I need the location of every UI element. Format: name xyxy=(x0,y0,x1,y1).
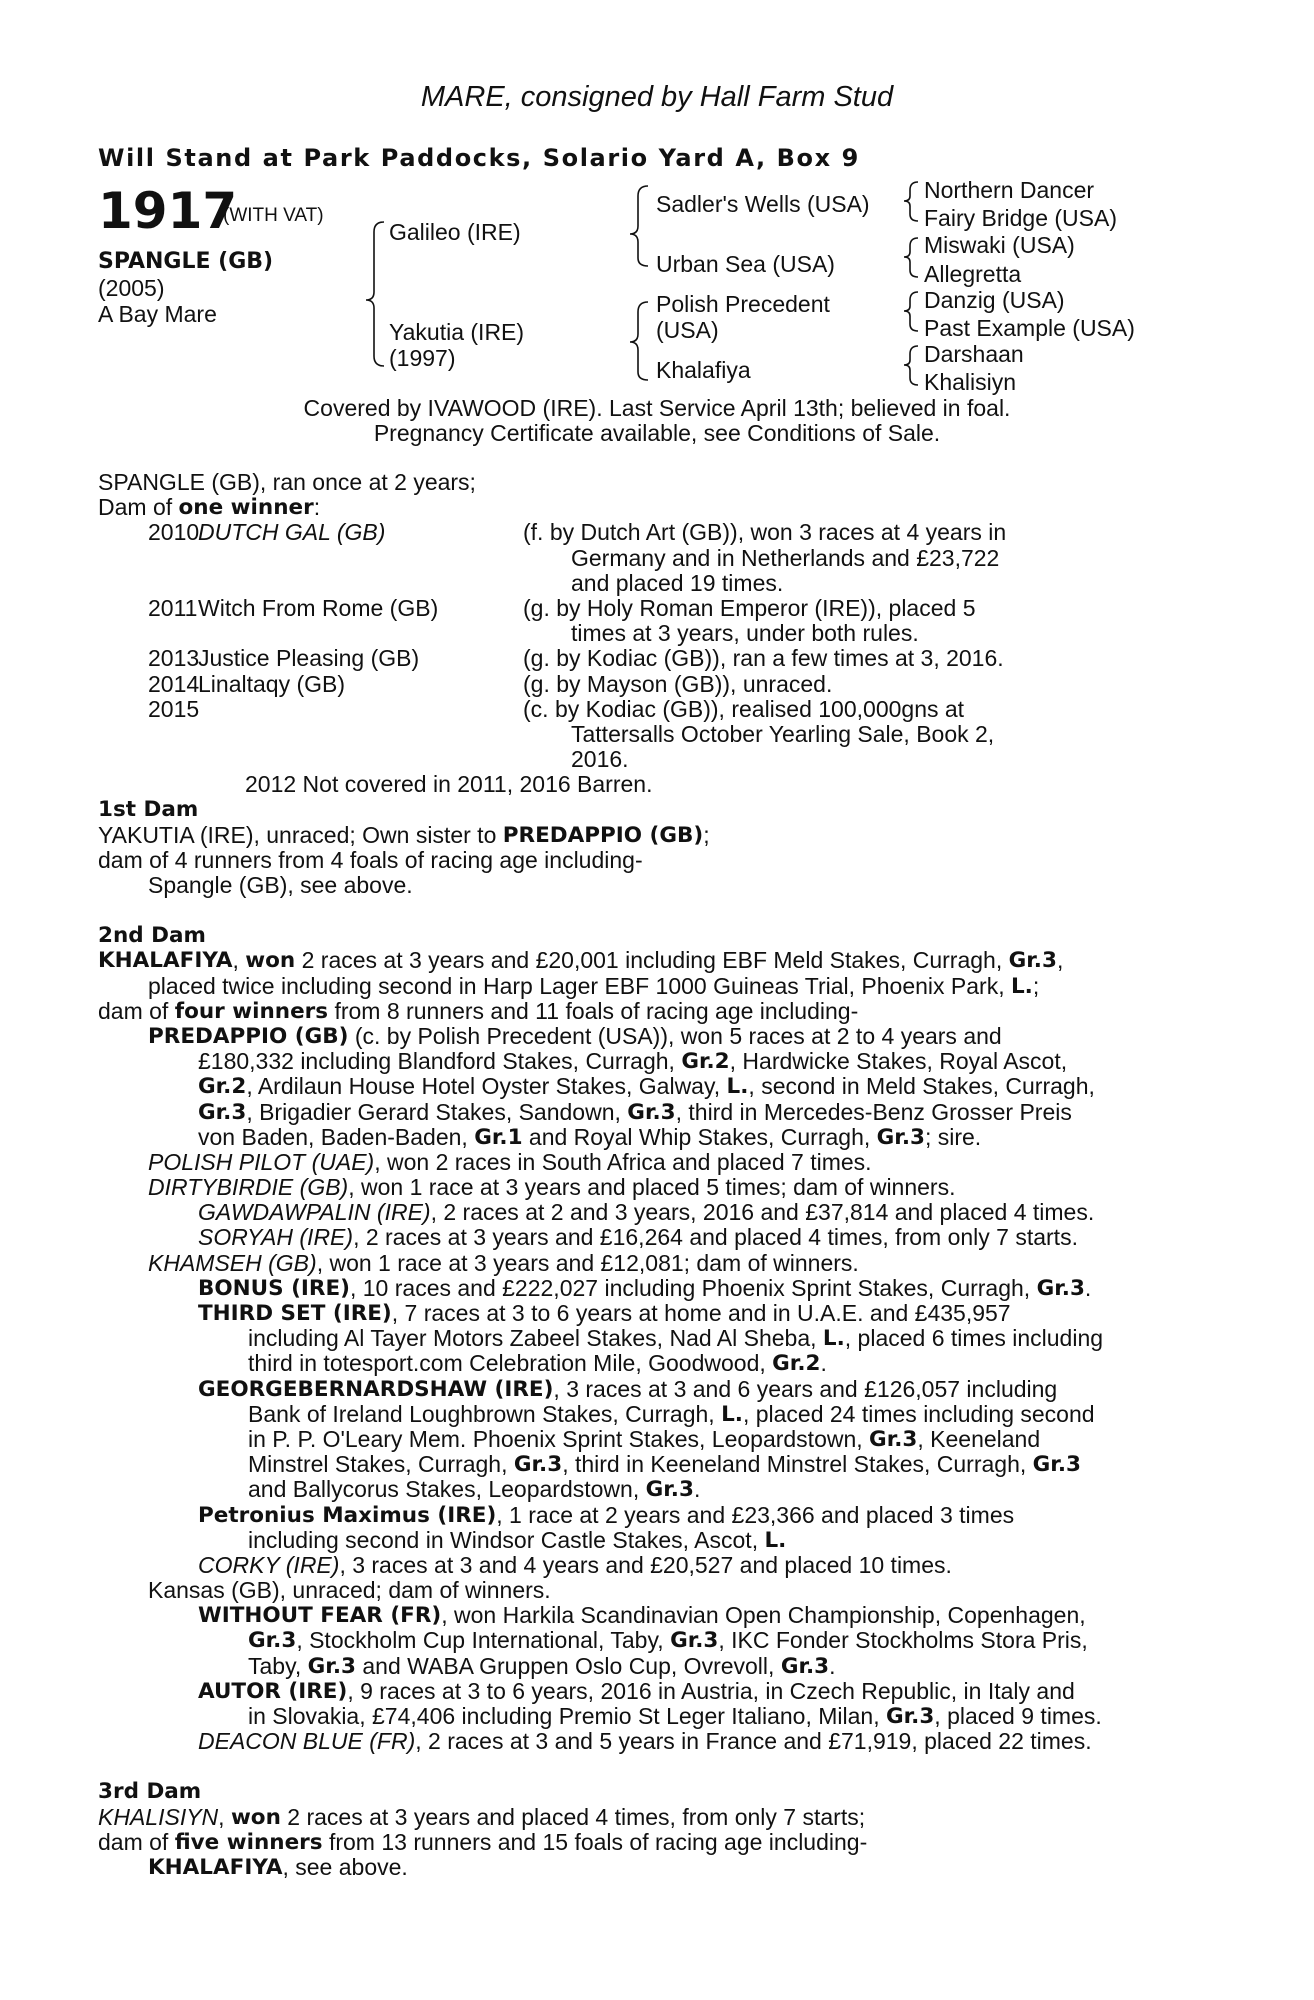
pedigree-dd-sire: Darshaan xyxy=(924,341,1024,367)
runner-line: Minstrel Stakes, Curragh, Gr.3 , third in Keeneland Minstrel Stakes, Curragh, Gr.3 xyxy=(248,1451,1081,1478)
pregnancy-note: Pregnancy Certificate available, see Conditions of Sale. xyxy=(373,420,941,446)
produce-row: 2013 Justice Pleasing (GB) (g. by Kodiac (GB)), ran a few times at 3, 2016. xyxy=(148,645,1004,672)
runner-georgebernardshaw: GEORGEBERNARDSHAW (IRE) , 3 races at 3 and 6 years and £126,057 including xyxy=(198,1375,1058,1402)
pedigree-sire-sire: Sadler's Wells (USA) xyxy=(656,191,870,217)
produce-row-cont: Germany and in Netherlands and £23,722 xyxy=(571,544,1000,571)
third-dam-line: KHALAFIYA , see above. xyxy=(148,1853,408,1880)
covering-note: Covered by IVAWOOD (IRE). Last Service April 13th; believed in foal. xyxy=(303,395,1011,421)
produce-row-cont: 2016. xyxy=(571,746,629,773)
third-dam-line: dam of five winners from 13 runners and 15 foals of racing age including- xyxy=(98,1828,868,1855)
first-dam-line: dam of 4 runners from 4 foals of racing age including- xyxy=(98,846,643,873)
pedigree-sd-sire: Miswaki (USA) xyxy=(924,232,1075,258)
horse-year: (2005) xyxy=(98,275,165,301)
runner-line: third in totesport.com Celebration Mile, Goodwood, Gr.2 . xyxy=(248,1350,827,1377)
runner-gawdawpalin: GAWDAWPALIN (IRE) , 2 races at 2 and 3 years, 2016 and £37,814 and placed 4 times. xyxy=(198,1199,1095,1226)
horse-name: SPANGLE (GB) xyxy=(98,249,274,274)
horse-description: A Bay Mare xyxy=(98,301,217,327)
pedigree-dam-dam: Khalafiya xyxy=(656,357,751,383)
runner-corky: CORKY (IRE) , 3 races at 3 and 4 years and £20,527 and placed 10 times. xyxy=(198,1551,952,1578)
pedigree-ds-sire: Danzig (USA) xyxy=(924,287,1065,313)
produce-intro-dam: Dam of one winner : xyxy=(98,494,321,521)
produce-note: 2012 Not covered in 2011, 2016 Barren. xyxy=(245,771,653,798)
runner-kansas: Kansas (GB), unraced; dam of winners. xyxy=(148,1577,551,1604)
runner-line: in Slovakia, £74,406 including Premio St Leger Italiano, Milan, Gr.3 , placed 9 times. xyxy=(248,1703,1102,1729)
runner-line: von Baden, Baden-Baden, Gr.1 and Royal Whip Stakes, Curragh, Gr.3 ; sire. xyxy=(198,1123,982,1150)
runner-polish-pilot: POLISH PILOT (UAE) , won 2 races in South Africa and placed 7 times. xyxy=(148,1148,872,1175)
spacer xyxy=(98,898,1208,923)
pedigree-sire: Galileo (IRE) xyxy=(389,219,521,245)
runner-autor: AUTOR (IRE) , 9 races at 3 to 6 years, 2016 in Austria, in Czech Republic, in Italy and xyxy=(198,1677,1075,1704)
pedigree-dd-dam: Khalisiyn xyxy=(924,369,1017,395)
produce-row-cont: Tattersalls October Yearling Sale, Book 2, xyxy=(571,720,995,747)
pedigree-ds-dam: Past Example (USA) xyxy=(924,315,1135,341)
runner-line: Taby, Gr.3 and WABA Gruppen Oslo Cup, Ovrevoll, Gr.3 . xyxy=(248,1652,836,1679)
runner-line: Gr.3 , Stockholm Cup International, Taby, Gr.3 , IKC Fonder Stockholms Stora Pris, xyxy=(248,1627,1088,1654)
pedigree-dam-sire: Polish Precedent xyxy=(656,291,830,317)
pedigree-dam-sire-suffix: (USA) xyxy=(656,317,719,343)
runner-without-fear: WITHOUT FEAR (FR) , won Harkila Scandinavian Open Championship, Copenhagen, xyxy=(198,1602,1086,1629)
spacer xyxy=(98,1754,1208,1779)
runner-deacon-blue: DEACON BLUE (FR) , 2 races at 3 and 5 years in France and £71,919, placed 22 times. xyxy=(198,1728,1092,1755)
first-dam-line: YAKUTIA (IRE), unraced; Own sister to PREDAPPIO (GB) ; xyxy=(98,821,710,848)
page-title: MARE, consigned by Hall Farm Stud xyxy=(420,81,894,113)
pedigree-dam-year: (1997) xyxy=(389,345,456,371)
second-dam-line: KHALAFIYA , won 2 races at 3 years and £20,001 including EBF Meld Stakes, Curragh, Gr.3 , xyxy=(98,947,1064,974)
pedigree-sire-dam: Urban Sea (USA) xyxy=(656,251,835,277)
first-dam-heading: 1st Dam xyxy=(98,797,199,823)
runner-petronius: Petronius Maximus (IRE) , 1 race at 2 years and £23,366 and placed 3 times xyxy=(198,1501,1015,1528)
second-dam-line: placed twice including second in Harp Lager EBF 1000 Guineas Trial, Phoenix Park, L. ; xyxy=(148,972,1040,999)
produce-row: 2010 DUTCH GAL (GB) (f. by Dutch Art (GB)), won 3 races at 4 years in xyxy=(148,519,1007,546)
produce-row: 2015 (c. by Kodiac (GB)), realised 100,000gns at xyxy=(148,695,965,722)
produce-row: 2011 Witch From Rome (GB) (g. by Holy Roman Emperor (IRE)), placed 5 xyxy=(148,594,976,621)
produce-intro: SPANGLE (GB), ran once at 2 years; xyxy=(98,469,476,495)
third-dam-line: KHALISIYN , won 2 races at 3 years and placed 4 times, from only 7 starts; xyxy=(98,1803,866,1830)
runner-line: Bank of Ireland Loughbrown Stakes, Curragh, L. , placed 24 times including second xyxy=(248,1400,1095,1427)
pedigree-ss-dam: Fairy Bridge (USA) xyxy=(924,205,1117,231)
runner-bonus: BONUS (IRE) , 10 races and £222,027 including Phoenix Sprint Stakes, Curragh, Gr.3 . xyxy=(198,1274,1092,1301)
second-dam-heading: 2nd Dam xyxy=(98,923,206,949)
runner-line: including Al Tayer Motors Zabeel Stakes, Nad Al Sheba, L. , placed 6 times including xyxy=(248,1325,1104,1352)
runner-dirtybirdie: DIRTYBIRDIE (GB) , won 1 race at 3 years and placed 5 times; dam of winners. xyxy=(148,1174,956,1201)
runner-khamseh: KHAMSEH (GB) , won 1 race at 3 years and £12,081; dam of winners. xyxy=(148,1249,859,1276)
runner-line: and Ballycorus Stakes, Leopardstown, Gr.3 . xyxy=(248,1476,701,1503)
runner-line: Gr.3 , Brigadier Gerard Stakes, Sandown, Gr.3 , third in Mercedes-Benz Grosser Preis xyxy=(198,1098,1072,1125)
first-dam-line: Spangle (GB), see above. xyxy=(148,872,413,898)
runner-third-set: THIRD SET (IRE) , 7 races at 3 to 6 years at home and in U.A.E. and £435,957 xyxy=(198,1300,1011,1326)
pedigree-dam: Yakutia (IRE) xyxy=(389,319,525,345)
second-dam-line: dam of four winners from 8 runners and 11 foals of racing age including- xyxy=(98,997,859,1024)
runner-soryah: SORYAH (IRE) , 2 races at 3 years and £16,264 and placed 4 times, from only 7 starts. xyxy=(198,1224,1078,1251)
lot-number: 1917 xyxy=(98,182,238,240)
runner-predappio: PREDAPPIO (GB) (c. by Polish Precedent (USA)), won 5 races at 2 to 4 years and xyxy=(148,1022,1002,1049)
pedigree-sd-dam: Allegretta xyxy=(924,261,1022,287)
produce-record xyxy=(98,470,1208,1880)
runner-line: in P. P. O'Leary Mem. Phoenix Sprint Stakes, Leopardstown, Gr.3 , Keeneland xyxy=(248,1425,1041,1452)
stand-location: Will Stand at Park Paddocks, Solario Yard A, Box 9 xyxy=(98,144,860,172)
vat-note: (WITH VAT) xyxy=(223,205,324,226)
third-dam-heading: 3rd Dam xyxy=(98,1779,202,1805)
pedigree-ss-sire: Northern Dancer xyxy=(924,177,1095,203)
produce-row-cont: times at 3 years, under both rules. xyxy=(571,620,919,647)
runner-line: £180,332 including Blandford Stakes, Curragh, Gr.2 , Hardwicke Stakes, Royal Ascot, xyxy=(198,1048,1068,1075)
produce-row-cont: and placed 19 times. xyxy=(571,569,784,596)
runner-line: including second in Windsor Castle Stakes, Ascot, L. xyxy=(248,1526,787,1553)
produce-row: 2014 Linaltaqy (GB) (g. by Mayson (GB)), unraced. xyxy=(148,670,833,697)
runner-line: Gr.2 , Ardilaun House Hotel Oyster Stakes, Galway, L. , second in Meld Stakes, Curragh, xyxy=(198,1073,1095,1100)
